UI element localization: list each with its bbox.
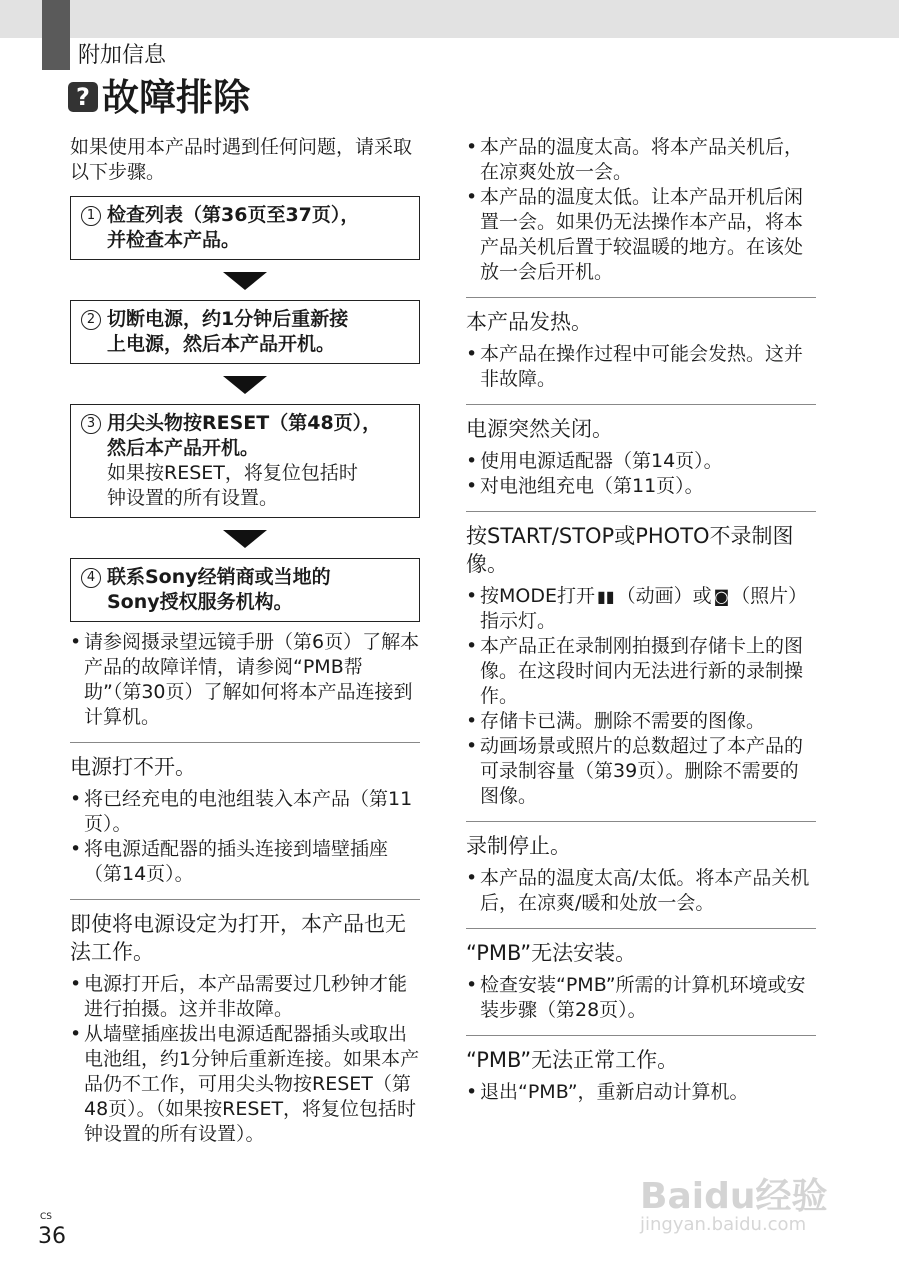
list-item: • 将电源适配器的插头连接到墙壁插座（第14页）。 (70, 837, 420, 887)
camera-icon: ◙ (713, 587, 730, 606)
top-bar (0, 0, 899, 38)
step-1-box (70, 196, 420, 260)
step-line: 切断电源，约1分钟后重新接 (107, 308, 349, 330)
mode-text-a: 按MODE打开 (480, 585, 595, 607)
bullet-list (466, 584, 816, 809)
bullet-list (466, 135, 816, 285)
title-text: 故障排除 (102, 76, 250, 119)
step-2-box (70, 300, 420, 364)
list-item (466, 584, 816, 634)
section-heading: 录制停止。 (466, 834, 571, 858)
step-note-line: 如果按RESET，将复位包括时 (107, 462, 358, 484)
question-icon: ? (68, 82, 98, 112)
list-item: • 从墙壁插座拔出电源适配器插头或取出电池组，约1分钟后重新连接。如果本产品仍不工作，可用尖头物按RESET（第48页）。（如果按RESET，将复位包括时钟设置的所有设置）。 (70, 1022, 420, 1147)
left-column (70, 135, 420, 1147)
step-number: 2 (81, 310, 101, 330)
section-label: 附加信息 (78, 43, 167, 68)
step-line: 联系Sony经销商或当地的 (107, 566, 331, 588)
list-item: • 动画场景或照片的总数超过了本产品的可录制容量（第39页）。删除不需要的图像。 (466, 734, 816, 809)
down-arrow-icon (223, 530, 267, 548)
bullet-list (466, 449, 816, 499)
intro-text: 如果使用本产品时遇到任何问题，请采取以下步骤。 (70, 136, 413, 183)
step-line: 并检查本产品。 (107, 229, 241, 251)
page-number: 36 (38, 1224, 66, 1249)
step-line: 用尖头物按RESET（第48页）， (107, 412, 382, 434)
list-item: • 对电池组充电（第11页）。 (466, 474, 816, 499)
list-item: • 本产品的温度太高/太低。将本产品关机后，在凉爽/暖和处放一会。 (466, 866, 816, 916)
bullet-list (466, 1080, 816, 1105)
mode-text-b: （动画）或 (616, 585, 712, 607)
divider (466, 821, 816, 822)
list-item: • 使用电源适配器（第14页）。 (466, 449, 816, 474)
bullet-list (466, 866, 816, 916)
reference-note-list (70, 630, 420, 730)
list-item: • 存储卡已满。删除不需要的图像。 (466, 709, 816, 734)
step-4-box (70, 558, 420, 622)
divider (466, 928, 816, 929)
step-3-box (70, 404, 420, 518)
list-item: • 电源打开后，本产品需要过几秒钟才能进行拍摄。这并非故障。 (70, 972, 420, 1022)
down-arrow-icon (223, 376, 267, 394)
list-item: • 本产品的温度太低。让本产品开机后闲置一会。如果仍无法操作本产品，将本产品关机后置于较温暖的地方。在该处放一会后开机。 (466, 185, 816, 285)
divider (466, 511, 816, 512)
bullet-list (70, 787, 420, 887)
divider (70, 899, 420, 900)
step-line: Sony授权服务机构。 (107, 591, 293, 613)
list-item: • 本产品在操作过程中可能会发热。这并非故障。 (466, 342, 816, 392)
film-icon: ▮▮ (596, 587, 615, 606)
step-number: 1 (81, 206, 101, 226)
step-number: 4 (81, 568, 101, 588)
list-item: • 本产品的温度太高。将本产品关机后，在凉爽处放一会。 (466, 135, 816, 185)
page-title (68, 72, 250, 119)
step-line: 检查列表（第36页至37页）， (107, 204, 360, 226)
watermark-logo: Baidu经验 (640, 1176, 828, 1217)
section-heading: 电源突然关闭。 (466, 417, 613, 441)
section-heading: 电源打不开。 (70, 755, 196, 779)
list-item: • 本产品正在录制刚拍摄到存储卡上的图像。在这段时间内无法进行新的录制操作。 (466, 634, 816, 709)
step-line: 然后本产品开机。 (107, 437, 260, 459)
section-heading: “PMB”无法安装。 (466, 941, 637, 965)
list-item: • 将已经充电的电池组装入本产品（第11页）。 (70, 787, 420, 837)
divider (466, 404, 816, 405)
footer-language-code: CS (40, 1212, 52, 1222)
divider (70, 742, 420, 743)
mode-text-c: （照片）指示灯。 (480, 585, 808, 632)
list-item: • 检查安装“PMB”所需的计算机环境或安装步骤（第28页）。 (466, 973, 816, 1023)
section-heading: 即使将电源设定为打开，本产品也无法工作。 (70, 912, 406, 964)
down-arrow-icon (223, 272, 267, 290)
bullet-list (466, 342, 816, 392)
section-heading: “PMB”无法正常工作。 (466, 1048, 679, 1072)
list-item: • 请参阅摄录望远镜手册（第6页）了解本产品的故障详情，请参阅“PMB帮助”（第30页）了解如何将本产品连接到计算机。 (70, 630, 420, 730)
divider (466, 297, 816, 298)
bullet-list (466, 973, 816, 1023)
divider (466, 1035, 816, 1036)
bullet-list (70, 972, 420, 1147)
watermark-url: jingyan.baidu.com (640, 1214, 807, 1235)
step-number: 3 (81, 414, 101, 434)
step-line: 上电源，然后本产品开机。 (107, 333, 336, 355)
list-item: • 退出“PMB”，重新启动计算机。 (466, 1080, 816, 1105)
section-heading: 按START/STOP或PHOTO不录制图像。 (466, 524, 794, 576)
section-heading: 本产品发热。 (466, 310, 592, 334)
right-column (466, 135, 816, 1105)
section-tab-marker (42, 0, 70, 70)
step-note-line: 钟设置的所有设置。 (107, 487, 279, 509)
